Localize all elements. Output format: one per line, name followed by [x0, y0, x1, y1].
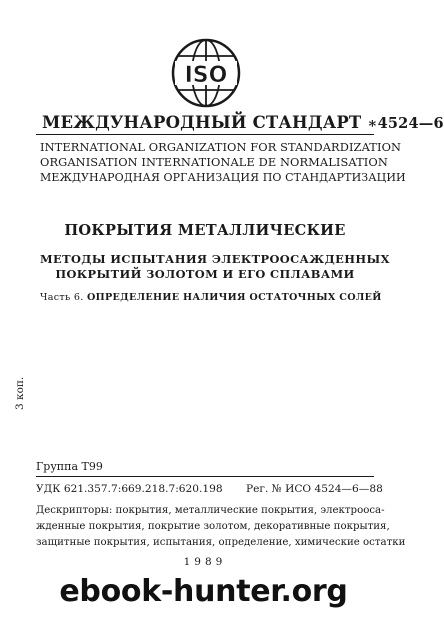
- header-divider: [36, 134, 374, 135]
- price-note: 3 коп.: [14, 376, 26, 410]
- part-title: [40, 292, 382, 303]
- iso-globe-icon: [171, 38, 241, 108]
- descriptors-line-1: Дескрипторы: покрытия, металлические покрытия, электрооса-: [36, 505, 385, 516]
- org-name-en: INTERNATIONAL ORGANIZATION FOR STANDARDIZATION: [40, 140, 402, 154]
- org-name-fr: ORGANISATION INTERNATIONALE DE NORMALISATION: [40, 155, 388, 169]
- standard-title: [42, 113, 444, 132]
- org-name-ru: МЕЖДУНАРОДНАЯ ОРГАНИЗАЦИЯ ПО СТАНДАРТИЗАЦИИ: [40, 171, 406, 184]
- udk-code: УДК 621.357.7:669.218.7:620.198: [36, 483, 223, 495]
- registration-number: Рег. № ИСО 4524—6—88: [246, 483, 383, 495]
- watermark-text: ebook-hunter.org: [59, 574, 348, 609]
- part-label: Часть 6.: [40, 292, 84, 303]
- descriptors-block: [36, 503, 406, 551]
- logo-text: ISO: [184, 63, 228, 88]
- part-text: ОПРЕДЕЛЕНИЕ НАЛИЧИЯ ОСТАТОЧНЫХ СОЛЕЙ: [87, 292, 382, 303]
- descriptors-line-2: жденные покрытия, покрытие золотом, декоративные покрытия,: [36, 521, 390, 532]
- document-subtitle-line2: ПОКРЫТИЙ ЗОЛОТОМ И ЕГО СПЛАВАМИ: [55, 267, 355, 281]
- standard-label: МЕЖДУНАРОДНЫЙ СТАНДАРТ: [42, 113, 362, 132]
- document-subtitle-line1: МЕТОДЫ ИСПЫТАНИЯ ЭЛЕКТРООСАЖДЕННЫХ: [40, 252, 390, 266]
- publication-year: 1989: [183, 556, 227, 568]
- standard-number: ∗4524—6: [367, 115, 444, 132]
- group-divider: [36, 476, 374, 477]
- document-title: ПОКРЫТИЯ МЕТАЛЛИЧЕСКИЕ: [64, 222, 346, 239]
- descriptors-line-3: защитные покрытия, испытания, определение, химические остатки: [36, 537, 406, 548]
- group-label: Группа Т99: [36, 460, 103, 473]
- iso-logo: [171, 38, 241, 108]
